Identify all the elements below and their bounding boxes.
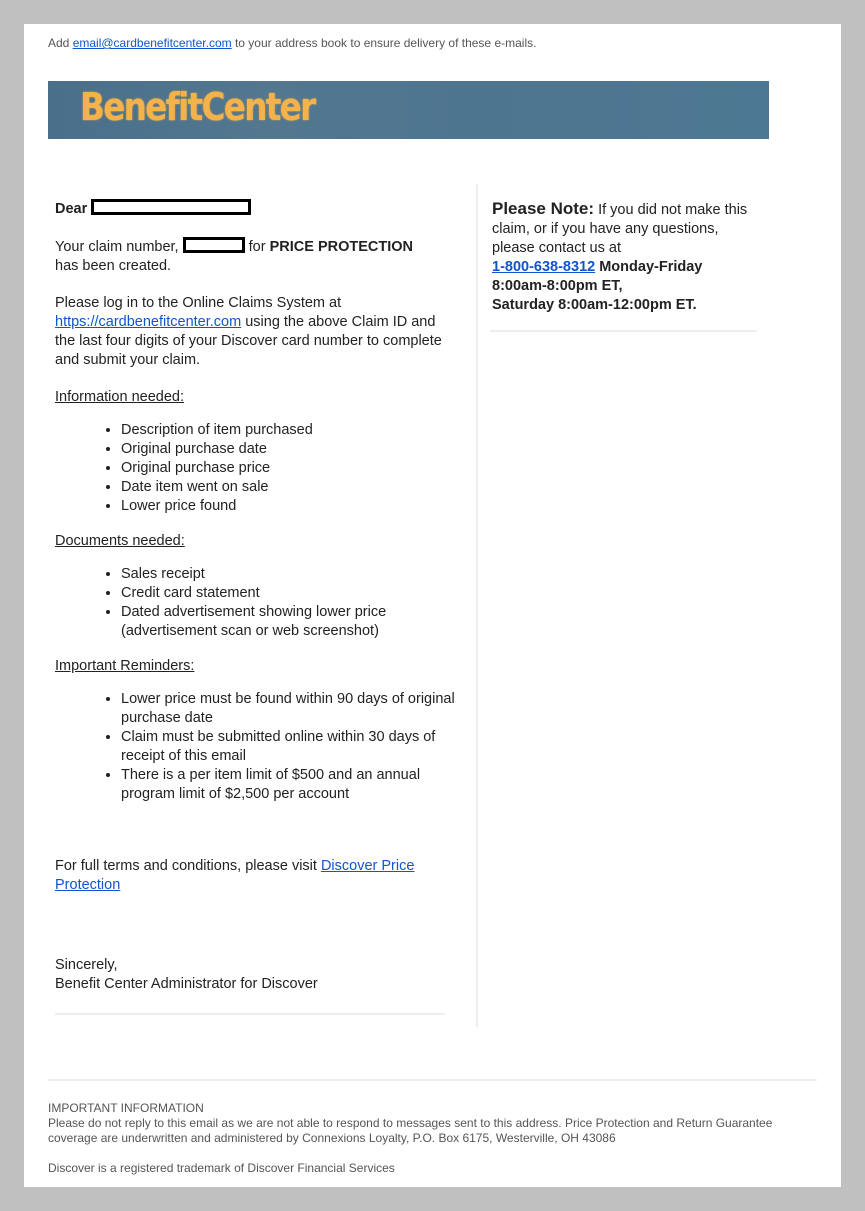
claim-prefix: Your claim number,: [55, 239, 183, 255]
hours-weekday: Monday-Friday 8:00am-8:00pm ET,: [492, 259, 703, 294]
important-reminders-list: [55, 690, 455, 804]
right-divider: [490, 330, 757, 332]
footer-divider: [48, 1079, 817, 1081]
phone-link[interactable]: 1-800-638-8312: [492, 259, 596, 275]
please-note-text: [492, 199, 752, 315]
price-protection-link[interactable]: Discover Price Protection: [55, 858, 415, 893]
sincerely: Sincerely,: [55, 957, 118, 973]
left-divider: [55, 1013, 445, 1015]
important-reminders-title: Important Reminders:: [55, 658, 195, 674]
benefit-center-banner: [48, 81, 769, 139]
claim-created-text: [55, 237, 455, 276]
signoff: [55, 956, 455, 994]
list-item: • Original purchase date: [121, 440, 455, 459]
footer-body: Please do not reply to this email as we are not able to respond to messages sent to this address. Price Protection and Return Guarantee coverage are underwritten and administered by Connexions Loyalty, P.O. Box 6175, Westerville, OH 43086: [48, 1116, 773, 1145]
list-item: • Original purchase price: [121, 459, 455, 478]
terms-text: [55, 857, 455, 895]
signature: Benefit Center Administrator for Discover: [55, 976, 318, 992]
list-item: • Claim must be submitted online within 30 days of receipt of this email: [121, 728, 455, 766]
login-prefix: Please log in to the Online Claims System at: [55, 295, 342, 311]
terms-prefix: For full terms and conditions, please visit: [55, 858, 321, 874]
footer-trademark: Discover is a registered trademark of Discover Financial Services: [48, 1161, 395, 1175]
greeting: [55, 199, 455, 219]
information-needed-title: Information needed:: [55, 389, 184, 405]
email-body: [24, 24, 841, 1187]
please-note-heading: Please Note:: [492, 199, 595, 218]
claim-type: PRICE PROTECTION: [269, 239, 414, 255]
please-note-body: If you did not make this claim, or if you have any questions, please contact us at: [492, 202, 748, 256]
list-item: • Lower price found: [121, 497, 455, 516]
address-book-prefix: Add: [48, 36, 73, 50]
list-item: • Lower price must be found within 90 days of original purchase date: [121, 690, 455, 728]
list-item: • Credit card statement: [121, 584, 455, 603]
claim-suffix: has been created.: [55, 258, 172, 274]
claim-for: for: [244, 239, 270, 255]
claims-site-link[interactable]: https://cardbenefitcenter.com: [55, 314, 242, 330]
main-content: [55, 199, 455, 994]
redacted-claim-number: [183, 237, 245, 253]
greeting-dear: Dear: [55, 201, 88, 217]
address-book-suffix: to your address book to ensure delivery of these e-mails.: [231, 36, 537, 50]
redacted-name: [91, 199, 251, 215]
login-suffix: using the above Claim ID and the last four digits of your Discover card number to complete and submit your claim.: [55, 314, 442, 368]
address-book-notice: [48, 36, 536, 50]
list-item: • Description of item purchased: [121, 421, 455, 440]
column-divider: [476, 184, 478, 1027]
login-instructions: [55, 294, 455, 370]
documents-needed-list: [55, 565, 455, 641]
hours-saturday: Saturday 8:00am-12:00pm ET.: [492, 297, 697, 313]
list-item: • Sales receipt: [121, 565, 455, 584]
benefit-center-logo: BenefitCenter: [80, 85, 315, 129]
documents-needed-title: Documents needed:: [55, 533, 185, 549]
footer: [48, 1101, 808, 1176]
list-item: • There is a per item limit of $500 and an annual program limit of $2,500 per account: [121, 766, 455, 804]
please-note-box: [492, 199, 752, 315]
list-item: • Date item went on sale: [121, 478, 455, 497]
sender-email-link[interactable]: email@cardbenefitcenter.com: [72, 36, 232, 50]
footer-title: IMPORTANT INFORMATION: [48, 1101, 204, 1115]
list-item: • Dated advertisement showing lower price (advertisement scan or web screenshot): [121, 603, 455, 641]
information-needed-list: [55, 421, 455, 516]
